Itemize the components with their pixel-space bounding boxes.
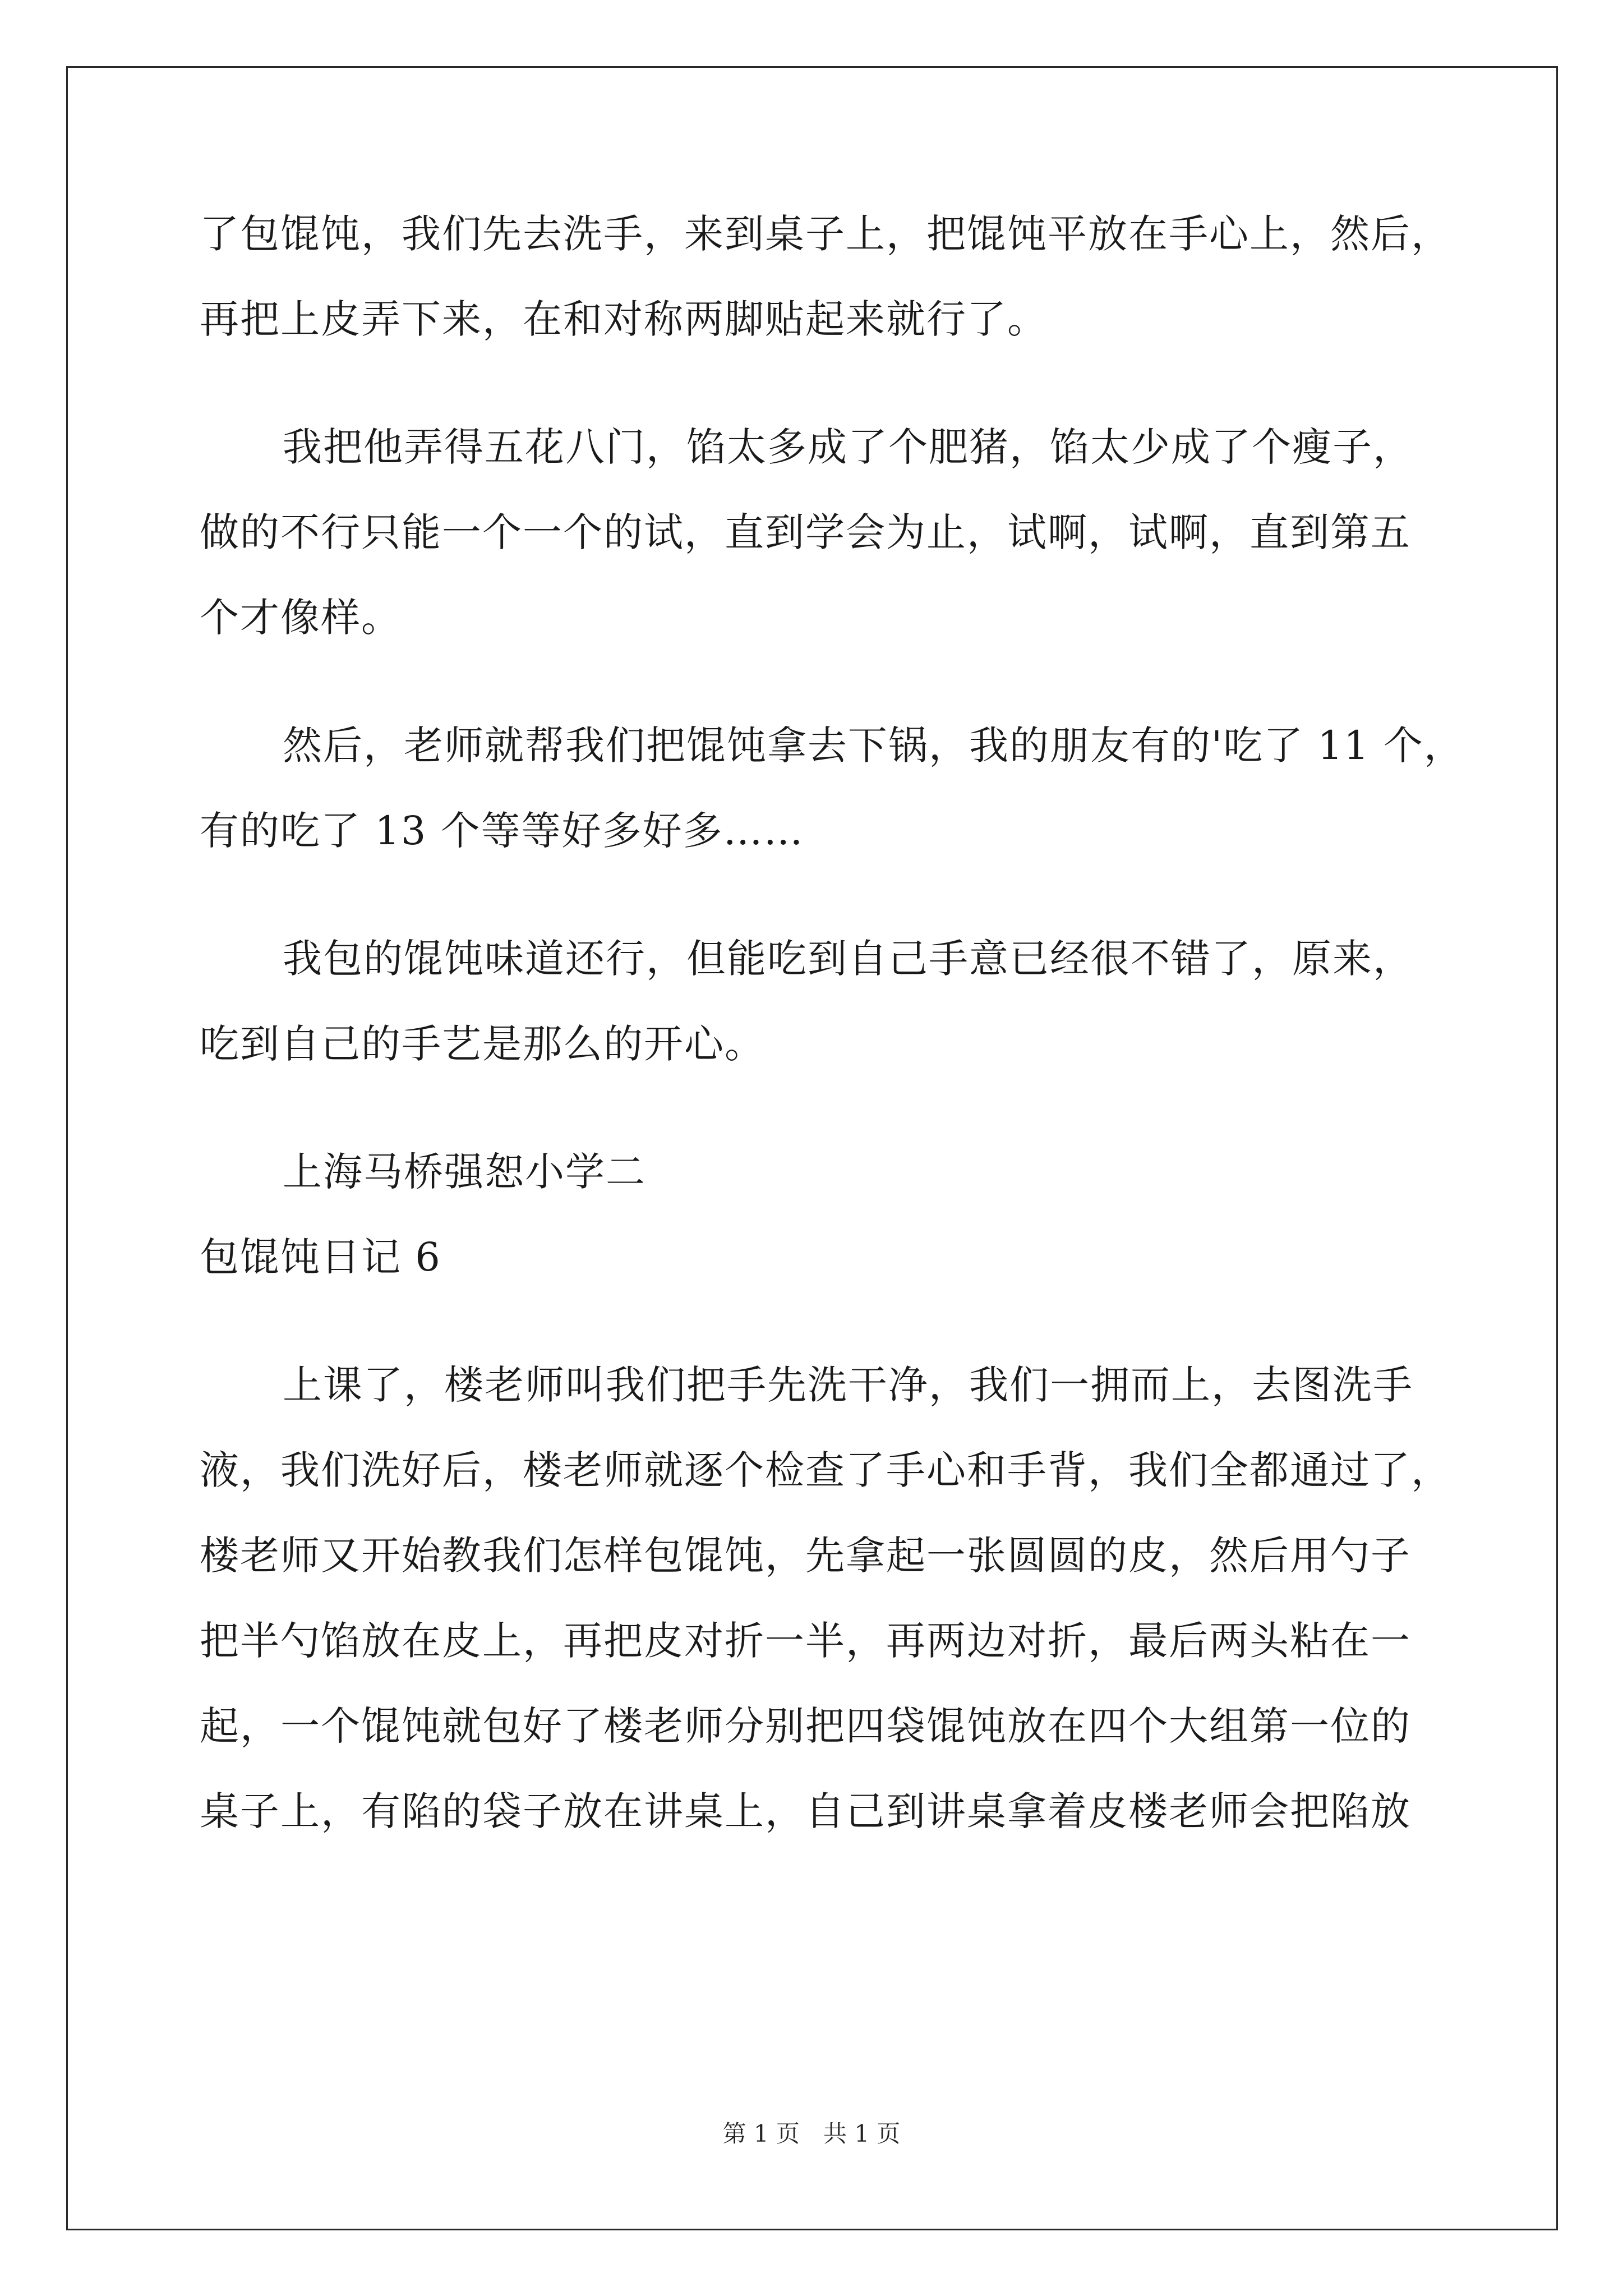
paragraph-start-line: 我把他弄得五花八门，馅太多成了个肥猪，馅太少成了个瘦子，: [283, 424, 1413, 470]
body-line: 桌子上，有陷的袋子放在讲桌上，自己到讲桌拿着皮楼老师会把陷放: [200, 1788, 1411, 1834]
paragraph-start-line: 上课了，楼老师叫我们把手先洗干净，我们一拥而上，去图洗手: [283, 1362, 1413, 1408]
body-line: 把半勺馅放在皮上，再把皮对折一半，再两边对折，最后两头粘在一: [200, 1618, 1411, 1664]
body-line: 液，我们洗好后，楼老师就逐个检查了手心和手背，我们全都通过了，: [200, 1447, 1451, 1493]
signature-line: 上海马桥强恕小学二: [283, 1149, 646, 1195]
body-line: 有的吃了 13 个等等好多好多……: [200, 808, 804, 854]
body-line: 做的不行只能一个一个的试，直到学会为止，试啊，试啊，直到第五: [200, 509, 1411, 555]
body-line: 楼老师又开始教我们怎样包馄饨，先拿起一张圆圆的皮，然后用勺子: [200, 1533, 1411, 1579]
paragraph-start-line: 然后，老师就帮我们把馄饨拿去下锅，我的朋友有的'吃了 11 个，: [283, 723, 1464, 769]
section-title: 包馄饨日记 6: [200, 1234, 441, 1280]
body-line: 了包馄饨，我们先去洗手，来到桌子上，把馄饨平放在手心上，然后，: [200, 211, 1451, 257]
body-line: 个才像样。: [200, 595, 402, 641]
body-line: 再把上皮弄下来，在和对称两脚贴起来就行了。: [200, 296, 1048, 342]
body-line: 起，一个馄饨就包好了楼老师分别把四袋馄饨放在四个大组第一位的: [200, 1703, 1411, 1749]
body-line: 吃到自己的手艺是那么的开心。: [200, 1021, 765, 1067]
page-footer: 第 1 页 共 1 页: [722, 2120, 901, 2147]
paragraph-start-line: 我包的馄饨味道还行，但能吃到自己手意已经很不错了，原来，: [283, 936, 1413, 982]
